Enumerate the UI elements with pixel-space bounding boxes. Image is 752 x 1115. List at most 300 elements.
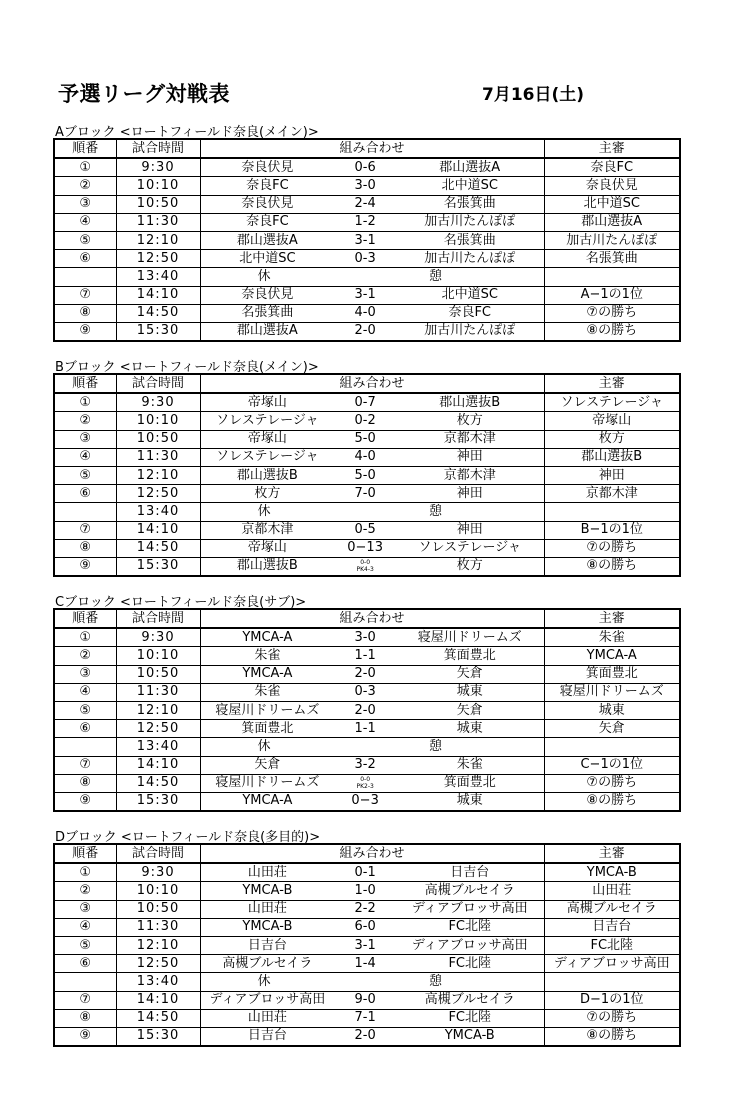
- referee: 神田: [544, 466, 680, 484]
- referee: ⑦の勝ち: [544, 539, 680, 557]
- match-inner: [201, 288, 544, 302]
- referee: 帝塚山: [544, 412, 680, 430]
- home-team: 日吉台: [247, 937, 287, 953]
- match-time: 15:30: [116, 557, 200, 576]
- header-match: 組み合わせ: [200, 139, 544, 158]
- score: 2-4: [354, 196, 376, 212]
- away-team: 北中道SC: [441, 177, 498, 193]
- score: 3-1: [354, 232, 376, 248]
- rest-row: [54, 268, 680, 286]
- match-time: 14:10: [116, 756, 200, 774]
- match-number: ⑨: [54, 322, 116, 341]
- rest-label-a: 休: [257, 268, 271, 284]
- match-number: ④: [54, 448, 116, 466]
- score: 0-3: [354, 250, 376, 266]
- away-team: 神田: [456, 449, 483, 465]
- table-row: [54, 322, 680, 341]
- match-time: 14:10: [116, 991, 200, 1009]
- referee: 郡山選抜B: [544, 448, 680, 466]
- score: 6-0: [354, 919, 376, 935]
- score: 1-1: [354, 647, 376, 663]
- match-number: ②: [54, 882, 116, 900]
- away-team: 寝屋川ドリームズ: [417, 629, 522, 645]
- referee: D−1の1位: [544, 991, 680, 1009]
- rest-label: [201, 740, 544, 754]
- table-row: [54, 557, 680, 576]
- home-team: 高槻ブルセイラ: [222, 955, 313, 971]
- match-time: 10:50: [116, 665, 200, 683]
- pk-score: [334, 559, 396, 573]
- home-team: YMCA-B: [242, 882, 293, 898]
- match-pairing: [200, 647, 544, 665]
- score: 2-0: [354, 323, 376, 339]
- match-time: 13:40: [116, 738, 200, 756]
- referee: 朱雀: [544, 628, 680, 647]
- match-time: 10:50: [116, 195, 200, 213]
- header-referee: 主審: [544, 844, 680, 863]
- match-time: 14:10: [116, 521, 200, 539]
- match-pairing: [200, 973, 544, 991]
- schedule-table: [53, 608, 681, 812]
- referee: ⑦の勝ち: [544, 774, 680, 792]
- match-time: 14:10: [116, 286, 200, 304]
- match-inner: [201, 469, 544, 483]
- match-pairing: [200, 882, 544, 900]
- header-referee: 主審: [544, 139, 680, 158]
- match-time: 14:50: [116, 304, 200, 322]
- match-inner: [201, 559, 544, 573]
- away-team: 加古川たんぽぽ: [424, 250, 516, 266]
- score: [334, 776, 396, 790]
- table-row: [54, 991, 680, 1009]
- match-pairing: [200, 539, 544, 557]
- match-pairing: [200, 213, 544, 231]
- header-time: 試合時間: [116, 844, 200, 863]
- referee: ⑧の勝ち: [544, 1027, 680, 1046]
- match-pairing: [200, 1027, 544, 1046]
- match-inner: [201, 487, 544, 501]
- pk-result: PK2-3: [356, 783, 374, 791]
- away-team: FC北陸: [448, 1010, 492, 1026]
- match-pairing: [200, 485, 544, 503]
- score: 2-0: [354, 1028, 376, 1044]
- match-inner: [201, 866, 544, 880]
- match-time: 9:30: [116, 628, 200, 647]
- table-row: [54, 430, 680, 448]
- score: 1-2: [354, 214, 376, 230]
- header-match: 組み合わせ: [200, 609, 544, 628]
- match-number: ③: [54, 195, 116, 213]
- rest-label: [201, 975, 544, 989]
- away-team: 日吉台: [450, 864, 490, 880]
- match-time: 12:50: [116, 955, 200, 973]
- home-team: 奈良FC: [246, 177, 289, 193]
- match-pairing: [200, 936, 544, 954]
- home-team: 名張箕曲: [241, 305, 294, 321]
- header-time: 試合時間: [116, 374, 200, 393]
- match-number: ⑥: [54, 955, 116, 973]
- match-pairing: [200, 322, 544, 341]
- away-team: YMCA-B: [444, 1028, 495, 1044]
- referee: YMCA-B: [544, 863, 680, 882]
- match-pairing: [200, 1009, 544, 1027]
- match-inner: [201, 722, 544, 736]
- match-time: 15:30: [116, 1027, 200, 1046]
- match-number: ②: [54, 647, 116, 665]
- match-number: [54, 268, 116, 286]
- referee: 城東: [544, 701, 680, 719]
- match-number: ①: [54, 158, 116, 177]
- match-pairing: [200, 158, 544, 177]
- table-row: [54, 448, 680, 466]
- header-order: 順番: [54, 844, 116, 863]
- referee: ⑦の勝ち: [544, 1009, 680, 1027]
- referee: A−1の1位: [544, 286, 680, 304]
- score: 4-0: [354, 449, 376, 465]
- block-caption: Cブロック <ロートフィールド奈良(サブ)>: [55, 595, 307, 610]
- match-pairing: [200, 195, 544, 213]
- match-number: ⑤: [54, 936, 116, 954]
- match-number: ①: [54, 628, 116, 647]
- score: 5-0: [354, 467, 376, 483]
- home-team: 郡山選抜B: [236, 467, 298, 483]
- score: 5-0: [354, 431, 376, 447]
- home-team: 奈良伏見: [241, 159, 294, 175]
- match-pairing: [200, 250, 544, 268]
- referee: 奈良FC: [544, 158, 680, 177]
- match-number: ④: [54, 213, 116, 231]
- home-team: 奈良FC: [246, 214, 289, 230]
- score: 7-0: [354, 485, 376, 501]
- rest-row: [54, 503, 680, 521]
- header-order: 順番: [54, 139, 116, 158]
- match-number: ②: [54, 412, 116, 430]
- match-inner: [201, 197, 544, 211]
- match-number: ⑨: [54, 1027, 116, 1046]
- referee: C−1の1位: [544, 756, 680, 774]
- match-time: 10:10: [116, 177, 200, 195]
- match-pairing: [200, 466, 544, 484]
- match-pairing: [200, 683, 544, 701]
- match-number: ⑤: [54, 701, 116, 719]
- referee: ディアブロッサ高田: [544, 955, 680, 973]
- match-pairing: [200, 628, 544, 647]
- match-number: ②: [54, 177, 116, 195]
- header-row: [54, 844, 680, 863]
- match-time: 15:30: [116, 322, 200, 341]
- away-team: 枚方: [456, 412, 483, 428]
- table-row: [54, 1027, 680, 1046]
- home-team: 山田荘: [247, 864, 287, 880]
- home-team: YMCA-A: [242, 793, 293, 809]
- match-inner: [201, 939, 544, 953]
- home-team: 郡山選抜A: [236, 232, 298, 248]
- match-pairing: [200, 863, 544, 882]
- match-pairing: [200, 701, 544, 719]
- score: 3-0: [354, 177, 376, 193]
- away-team: 枚方: [456, 558, 483, 574]
- match-pairing: [200, 412, 544, 430]
- table-row: [54, 393, 680, 412]
- home-team: 北中道SC: [239, 250, 296, 266]
- table-row: [54, 792, 680, 811]
- match-inner: [201, 902, 544, 916]
- match-time: 13:40: [116, 973, 200, 991]
- table-row: [54, 1009, 680, 1027]
- table-row: [54, 882, 680, 900]
- home-team: 寝屋川ドリームズ: [215, 702, 320, 718]
- table-row: [54, 665, 680, 683]
- match-number: ⑥: [54, 720, 116, 738]
- match-number: ⑤: [54, 466, 116, 484]
- referee: ソレステレージャ: [544, 393, 680, 412]
- home-team: 山田荘: [247, 901, 287, 917]
- match-pairing: [200, 557, 544, 576]
- match-number: ③: [54, 430, 116, 448]
- referee: YMCA-A: [544, 647, 680, 665]
- referee: 箕面豊北: [544, 665, 680, 683]
- match-pairing: [200, 955, 544, 973]
- score: 0-5: [354, 522, 376, 538]
- home-team: 帝塚山: [247, 540, 287, 556]
- away-team: 北中道SC: [441, 287, 498, 303]
- match-number: ⑦: [54, 286, 116, 304]
- match-time: 14:50: [116, 1009, 200, 1027]
- match-number: ⑦: [54, 756, 116, 774]
- schedule-table: [53, 138, 681, 342]
- table-row: [54, 485, 680, 503]
- match-pairing: [200, 304, 544, 322]
- match-number: ⑥: [54, 485, 116, 503]
- table-row: [54, 195, 680, 213]
- match-inner: [201, 884, 544, 898]
- header-time: 試合時間: [116, 139, 200, 158]
- rest-label-a: 休: [257, 973, 271, 989]
- score: 4-0: [354, 305, 376, 321]
- referee: FC北陸: [544, 936, 680, 954]
- referee: 高槻ブルセイラ: [544, 900, 680, 918]
- rest-label-b: 憩: [428, 503, 442, 519]
- table-row: [54, 521, 680, 539]
- match-time: 12:10: [116, 701, 200, 719]
- block-caption: Bブロック <ロートフィールド奈良(メイン)>: [55, 360, 319, 375]
- match-number: ④: [54, 683, 116, 701]
- table-row: [54, 466, 680, 484]
- score: 2-0: [354, 702, 376, 718]
- away-team: ディアブロッサ高田: [411, 901, 528, 917]
- away-team: 名張箕曲: [443, 196, 496, 212]
- match-number: ⑨: [54, 557, 116, 576]
- match-pairing: [200, 738, 544, 756]
- header-order: 順番: [54, 609, 116, 628]
- match-number: ⑧: [54, 774, 116, 792]
- match-time: 10:10: [116, 412, 200, 430]
- match-number: ①: [54, 393, 116, 412]
- match-inner: [201, 685, 544, 699]
- match-inner: [201, 396, 544, 410]
- referee: [544, 973, 680, 991]
- table-row: [54, 720, 680, 738]
- referee: B−1の1位: [544, 521, 680, 539]
- referee: [544, 738, 680, 756]
- table-row: [54, 177, 680, 195]
- match-inner: [201, 631, 544, 645]
- match-pairing: [200, 665, 544, 683]
- match-time: 10:10: [116, 882, 200, 900]
- pk-result: PK4-3: [356, 566, 374, 574]
- header-row: [54, 139, 680, 158]
- match-inner: [201, 667, 544, 681]
- match-time: 13:40: [116, 503, 200, 521]
- table-row: [54, 701, 680, 719]
- match-inner: [201, 1011, 544, 1025]
- match-time: 10:50: [116, 900, 200, 918]
- match-inner: [201, 450, 544, 464]
- away-team: 加古川たんぽぽ: [424, 214, 516, 230]
- match-pairing: [200, 521, 544, 539]
- table-row: [54, 955, 680, 973]
- home-team: 奈良伏見: [241, 287, 294, 303]
- match-pairing: [200, 774, 544, 792]
- away-team: 神田: [456, 485, 483, 501]
- match-number: ⑨: [54, 792, 116, 811]
- away-team: 郡山選抜B: [439, 394, 501, 410]
- home-team: 枚方: [254, 485, 281, 501]
- rest-label-b: 憩: [428, 738, 442, 754]
- match-number: ⑥: [54, 250, 116, 268]
- table-row: [54, 213, 680, 231]
- match-time: 10:50: [116, 430, 200, 448]
- rest-label: [201, 270, 544, 284]
- match-pairing: [200, 286, 544, 304]
- score: 0-1: [354, 864, 376, 880]
- match-time: 9:30: [116, 863, 200, 882]
- block-caption: Dブロック <ロートフィールド奈良(多目的)>: [55, 830, 321, 845]
- away-team: 箕面豊北: [443, 647, 496, 663]
- match-pairing: [200, 991, 544, 1009]
- score: 3-0: [354, 629, 376, 645]
- match-inner: [201, 252, 544, 266]
- header-match: 組み合わせ: [200, 374, 544, 393]
- away-team: 城東: [456, 684, 483, 700]
- score: 1-4: [354, 955, 376, 971]
- table-row: [54, 304, 680, 322]
- home-team: YMCA-A: [242, 629, 293, 645]
- away-team: ディアブロッサ高田: [411, 937, 528, 953]
- table-row: [54, 756, 680, 774]
- match-time: 12:50: [116, 720, 200, 738]
- match-pairing: [200, 448, 544, 466]
- match-time: 11:30: [116, 448, 200, 466]
- referee: 日吉台: [544, 918, 680, 936]
- table-row: [54, 250, 680, 268]
- score: 1-1: [354, 720, 376, 736]
- score: 9-0: [354, 992, 376, 1008]
- match-time: 14:50: [116, 774, 200, 792]
- header-row: [54, 374, 680, 393]
- match-inner: [201, 776, 544, 790]
- match-inner: [201, 215, 544, 229]
- home-team: 奈良伏見: [241, 196, 294, 212]
- referee: ⑦の勝ち: [544, 304, 680, 322]
- referee: 京都木津: [544, 485, 680, 503]
- home-team: 日吉台: [247, 1028, 287, 1044]
- rest-label: [201, 505, 544, 519]
- score: 3-1: [354, 287, 376, 303]
- pk-score: [334, 776, 396, 790]
- score: 0-7: [354, 394, 376, 410]
- header-order: 順番: [54, 374, 116, 393]
- match-pairing: [200, 918, 544, 936]
- away-team: 郡山選抜A: [439, 159, 501, 175]
- match-inner: [201, 306, 544, 320]
- match-number: ⑧: [54, 1009, 116, 1027]
- regular-score: 0-0: [360, 559, 371, 567]
- page-title: 予選リーグ対戦表: [58, 82, 230, 106]
- match-time: 11:30: [116, 683, 200, 701]
- away-team: 加古川たんぽぽ: [424, 323, 516, 339]
- match-number: ⑤: [54, 231, 116, 249]
- match-number: ①: [54, 863, 116, 882]
- table-row: [54, 628, 680, 647]
- match-number: ⑦: [54, 521, 116, 539]
- match-inner: [201, 234, 544, 248]
- away-team: 矢倉: [456, 666, 483, 682]
- table-row: [54, 774, 680, 792]
- away-team: 箕面豊北: [443, 775, 496, 791]
- referee: 加古川たんぽぽ: [544, 231, 680, 249]
- match-time: 11:30: [116, 213, 200, 231]
- referee: 奈良伏見: [544, 177, 680, 195]
- referee: 枚方: [544, 430, 680, 448]
- match-pairing: [200, 792, 544, 811]
- referee: 郡山選抜A: [544, 213, 680, 231]
- referee: [544, 503, 680, 521]
- match-pairing: [200, 503, 544, 521]
- referee: ⑧の勝ち: [544, 792, 680, 811]
- table-row: [54, 683, 680, 701]
- match-inner: [201, 1029, 544, 1043]
- header-referee: 主審: [544, 609, 680, 628]
- header-time: 試合時間: [116, 609, 200, 628]
- away-team: FC北陸: [448, 919, 492, 935]
- header-match: 組み合わせ: [200, 844, 544, 863]
- rest-label-a: 休: [257, 503, 271, 519]
- match-pairing: [200, 177, 544, 195]
- schedule-table: [53, 843, 681, 1047]
- match-time: 12:10: [116, 466, 200, 484]
- table-row: [54, 918, 680, 936]
- home-team: 朱雀: [254, 684, 281, 700]
- referee: 山田荘: [544, 882, 680, 900]
- table-row: [54, 900, 680, 918]
- rest-row: [54, 738, 680, 756]
- score: [334, 559, 396, 573]
- home-team: 帝塚山: [247, 431, 287, 447]
- score: 3-1: [354, 937, 376, 953]
- table-row: [54, 231, 680, 249]
- away-team: 高槻ブルセイラ: [424, 992, 515, 1008]
- referee: 矢倉: [544, 720, 680, 738]
- regular-score: 0-0: [360, 776, 371, 784]
- match-date: 7月16日(土): [482, 85, 585, 105]
- match-inner: [201, 794, 544, 808]
- table-row: [54, 936, 680, 954]
- match-time: 10:10: [116, 647, 200, 665]
- match-number: ③: [54, 900, 116, 918]
- home-team: ソレステレージャ: [216, 412, 319, 428]
- score: 7-1: [354, 1010, 376, 1026]
